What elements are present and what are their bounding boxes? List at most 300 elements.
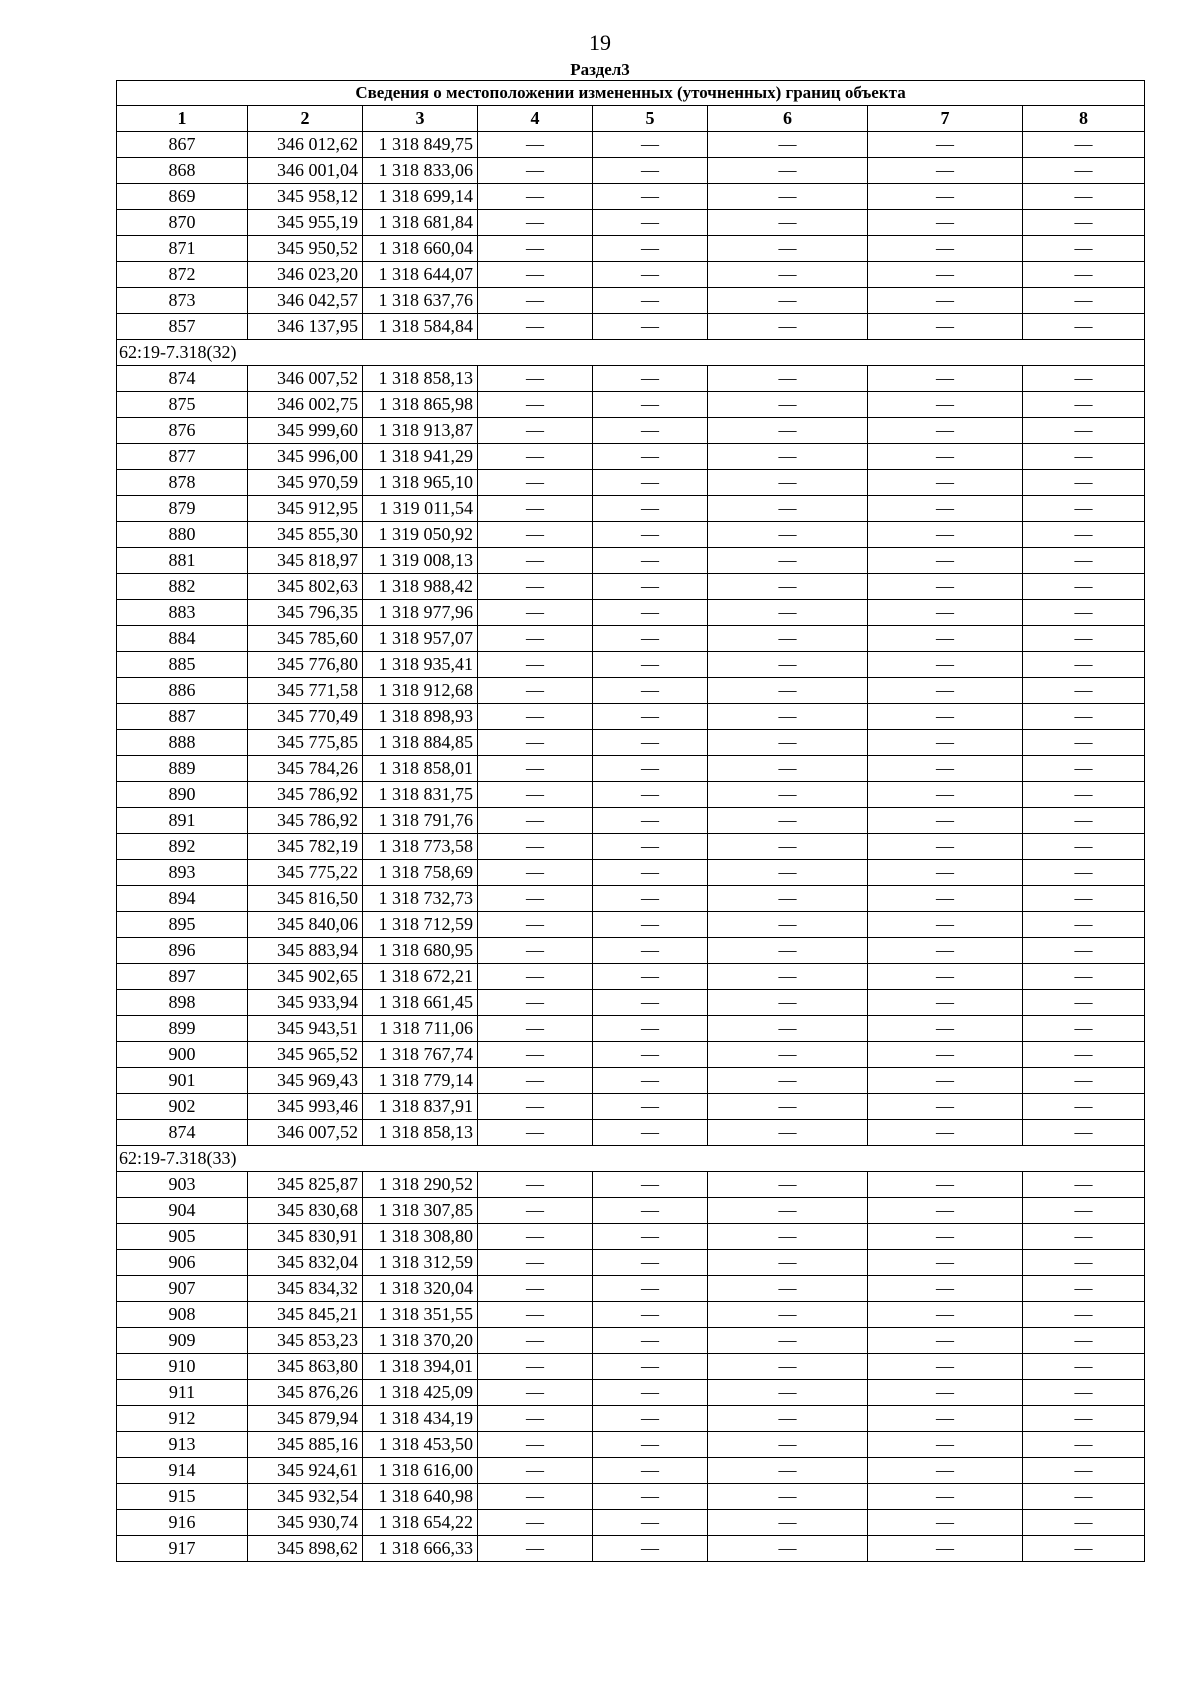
- point-number-cell: 876: [117, 418, 248, 444]
- point-number-cell: 900: [117, 1042, 248, 1068]
- empty-value-cell-5: —: [593, 1250, 708, 1276]
- table-row: [117, 314, 1145, 340]
- table-row: [117, 444, 1145, 470]
- empty-value-cell-5: —: [593, 886, 708, 912]
- empty-value-cell-4: —: [478, 600, 593, 626]
- point-number-cell: 877: [117, 444, 248, 470]
- x-coordinate-cell: 345 932,54: [248, 1484, 363, 1510]
- table-row: [117, 158, 1145, 184]
- empty-value-cell-7: —: [868, 1458, 1023, 1484]
- empty-value-cell-6: —: [708, 834, 868, 860]
- empty-value-cell-4: —: [478, 1536, 593, 1562]
- empty-value-cell-5: —: [593, 1328, 708, 1354]
- empty-value-cell-6: —: [708, 1380, 868, 1406]
- column-header-8: 8: [1023, 106, 1145, 132]
- parcel-group-label: 62:19-7.318(32): [117, 340, 1145, 366]
- empty-value-cell-8: —: [1023, 1198, 1145, 1224]
- empty-value-cell-7: —: [868, 938, 1023, 964]
- empty-value-cell-6: —: [708, 912, 868, 938]
- empty-value-cell-7: —: [868, 1172, 1023, 1198]
- y-coordinate-cell: 1 318 308,80: [363, 1224, 478, 1250]
- empty-value-cell-8: —: [1023, 1432, 1145, 1458]
- point-number-cell: 886: [117, 678, 248, 704]
- point-number-cell: 891: [117, 808, 248, 834]
- point-number-cell: 896: [117, 938, 248, 964]
- y-coordinate-cell: 1 318 858,01: [363, 756, 478, 782]
- empty-value-cell-7: —: [868, 236, 1023, 262]
- empty-value-cell-7: —: [868, 912, 1023, 938]
- empty-value-cell-7: —: [868, 704, 1023, 730]
- point-number-cell: 870: [117, 210, 248, 236]
- empty-value-cell-5: —: [593, 1302, 708, 1328]
- x-coordinate-cell: 346 002,75: [248, 392, 363, 418]
- empty-value-cell-7: —: [868, 730, 1023, 756]
- table-row: [117, 1172, 1145, 1198]
- column-header-2: 2: [248, 106, 363, 132]
- table-row: [117, 1432, 1145, 1458]
- empty-value-cell-6: —: [708, 808, 868, 834]
- x-coordinate-cell: 345 863,80: [248, 1354, 363, 1380]
- y-coordinate-cell: 1 318 681,84: [363, 210, 478, 236]
- empty-value-cell-6: —: [708, 522, 868, 548]
- y-coordinate-cell: 1 318 351,55: [363, 1302, 478, 1328]
- table-row: [117, 210, 1145, 236]
- empty-value-cell-8: —: [1023, 626, 1145, 652]
- empty-value-cell-5: —: [593, 730, 708, 756]
- table-row: [117, 1406, 1145, 1432]
- page-number: 19: [589, 30, 611, 55]
- empty-value-cell-8: —: [1023, 860, 1145, 886]
- y-coordinate-cell: 1 318 644,07: [363, 262, 478, 288]
- empty-value-cell-6: —: [708, 366, 868, 392]
- y-coordinate-cell: 1 319 011,54: [363, 496, 478, 522]
- empty-value-cell-7: —: [868, 756, 1023, 782]
- empty-value-cell-5: —: [593, 1484, 708, 1510]
- empty-value-cell-4: —: [478, 1068, 593, 1094]
- point-number-cell: 881: [117, 548, 248, 574]
- y-coordinate-cell: 1 318 837,91: [363, 1094, 478, 1120]
- empty-value-cell-5: —: [593, 444, 708, 470]
- table-row: [117, 132, 1145, 158]
- x-coordinate-cell: 345 993,46: [248, 1094, 363, 1120]
- point-number-cell: 890: [117, 782, 248, 808]
- x-coordinate-cell: 346 023,20: [248, 262, 363, 288]
- table-row: [117, 288, 1145, 314]
- x-coordinate-cell: 345 955,19: [248, 210, 363, 236]
- empty-value-cell-7: —: [868, 1198, 1023, 1224]
- empty-value-cell-7: —: [868, 548, 1023, 574]
- empty-value-cell-6: —: [708, 678, 868, 704]
- empty-value-cell-8: —: [1023, 990, 1145, 1016]
- empty-value-cell-5: —: [593, 1172, 708, 1198]
- y-coordinate-cell: 1 318 935,41: [363, 652, 478, 678]
- empty-value-cell-7: —: [868, 1354, 1023, 1380]
- empty-value-cell-6: —: [708, 1198, 868, 1224]
- empty-value-cell-4: —: [478, 1328, 593, 1354]
- x-coordinate-cell: 345 924,61: [248, 1458, 363, 1484]
- empty-value-cell-4: —: [478, 1120, 593, 1146]
- empty-value-cell-8: —: [1023, 314, 1145, 340]
- empty-value-cell-4: —: [478, 548, 593, 574]
- point-number-cell: 885: [117, 652, 248, 678]
- table-row: [117, 574, 1145, 600]
- empty-value-cell-4: —: [478, 210, 593, 236]
- empty-value-cell-8: —: [1023, 210, 1145, 236]
- empty-value-cell-8: —: [1023, 1068, 1145, 1094]
- empty-value-cell-6: —: [708, 418, 868, 444]
- empty-value-cell-5: —: [593, 288, 708, 314]
- point-number-cell: 869: [117, 184, 248, 210]
- y-coordinate-cell: 1 318 957,07: [363, 626, 478, 652]
- y-coordinate-cell: 1 318 666,33: [363, 1536, 478, 1562]
- empty-value-cell-8: —: [1023, 886, 1145, 912]
- table-row: [117, 1094, 1145, 1120]
- y-coordinate-cell: 1 318 453,50: [363, 1432, 478, 1458]
- table-row: [117, 1016, 1145, 1042]
- empty-value-cell-4: —: [478, 574, 593, 600]
- empty-value-cell-7: —: [868, 1016, 1023, 1042]
- x-coordinate-cell: 345 853,23: [248, 1328, 363, 1354]
- group-row: [117, 340, 1145, 366]
- empty-value-cell-8: —: [1023, 756, 1145, 782]
- empty-value-cell-7: —: [868, 626, 1023, 652]
- empty-value-cell-6: —: [708, 132, 868, 158]
- empty-value-cell-6: —: [708, 1458, 868, 1484]
- x-coordinate-cell: 346 001,04: [248, 158, 363, 184]
- empty-value-cell-5: —: [593, 1458, 708, 1484]
- table-row: [117, 1328, 1145, 1354]
- empty-value-cell-7: —: [868, 964, 1023, 990]
- x-coordinate-cell: 345 786,92: [248, 808, 363, 834]
- empty-value-cell-4: —: [478, 704, 593, 730]
- empty-value-cell-7: —: [868, 522, 1023, 548]
- x-coordinate-cell: 345 796,35: [248, 600, 363, 626]
- empty-value-cell-8: —: [1023, 834, 1145, 860]
- empty-value-cell-6: —: [708, 1328, 868, 1354]
- empty-value-cell-7: —: [868, 782, 1023, 808]
- x-coordinate-cell: 346 007,52: [248, 1120, 363, 1146]
- empty-value-cell-8: —: [1023, 1094, 1145, 1120]
- y-coordinate-cell: 1 318 370,20: [363, 1328, 478, 1354]
- point-number-cell: 911: [117, 1380, 248, 1406]
- empty-value-cell-4: —: [478, 1042, 593, 1068]
- empty-value-cell-4: —: [478, 626, 593, 652]
- empty-value-cell-8: —: [1023, 1406, 1145, 1432]
- empty-value-cell-7: —: [868, 1406, 1023, 1432]
- point-number-cell: 878: [117, 470, 248, 496]
- x-coordinate-cell: 345 825,87: [248, 1172, 363, 1198]
- empty-value-cell-4: —: [478, 1380, 593, 1406]
- y-coordinate-cell: 1 318 307,85: [363, 1198, 478, 1224]
- table-row: [117, 1224, 1145, 1250]
- x-coordinate-cell: 345 969,43: [248, 1068, 363, 1094]
- empty-value-cell-8: —: [1023, 262, 1145, 288]
- empty-value-cell-4: —: [478, 392, 593, 418]
- empty-value-cell-4: —: [478, 990, 593, 1016]
- empty-value-cell-7: —: [868, 860, 1023, 886]
- point-number-cell: 857: [117, 314, 248, 340]
- empty-value-cell-6: —: [708, 262, 868, 288]
- section-title: Раздел3: [570, 60, 630, 79]
- empty-value-cell-7: —: [868, 652, 1023, 678]
- x-coordinate-cell: 346 007,52: [248, 366, 363, 392]
- empty-value-cell-6: —: [708, 1016, 868, 1042]
- empty-value-cell-4: —: [478, 964, 593, 990]
- empty-value-cell-6: —: [708, 158, 868, 184]
- empty-value-cell-6: —: [708, 1276, 868, 1302]
- y-coordinate-cell: 1 318 858,13: [363, 366, 478, 392]
- x-coordinate-cell: 345 970,59: [248, 470, 363, 496]
- point-number-cell: 914: [117, 1458, 248, 1484]
- empty-value-cell-5: —: [593, 366, 708, 392]
- table-row: [117, 1484, 1145, 1510]
- x-coordinate-cell: 345 950,52: [248, 236, 363, 262]
- empty-value-cell-8: —: [1023, 1380, 1145, 1406]
- table-row: [117, 1302, 1145, 1328]
- empty-value-cell-5: —: [593, 1276, 708, 1302]
- empty-value-cell-4: —: [478, 938, 593, 964]
- point-number-cell: 874: [117, 1120, 248, 1146]
- y-coordinate-cell: 1 318 660,04: [363, 236, 478, 262]
- empty-value-cell-8: —: [1023, 288, 1145, 314]
- point-number-cell: 913: [117, 1432, 248, 1458]
- point-number-cell: 903: [117, 1172, 248, 1198]
- empty-value-cell-4: —: [478, 158, 593, 184]
- empty-value-cell-8: —: [1023, 964, 1145, 990]
- empty-value-cell-8: —: [1023, 1536, 1145, 1562]
- empty-value-cell-8: —: [1023, 574, 1145, 600]
- empty-value-cell-8: —: [1023, 1250, 1145, 1276]
- empty-value-cell-7: —: [868, 990, 1023, 1016]
- empty-value-cell-6: —: [708, 236, 868, 262]
- point-number-cell: 893: [117, 860, 248, 886]
- point-number-cell: 868: [117, 158, 248, 184]
- empty-value-cell-4: —: [478, 1224, 593, 1250]
- empty-value-cell-4: —: [478, 1276, 593, 1302]
- table-caption-row: [117, 81, 1145, 106]
- x-coordinate-cell: 345 784,26: [248, 756, 363, 782]
- y-coordinate-cell: 1 318 988,42: [363, 574, 478, 600]
- empty-value-cell-7: —: [868, 132, 1023, 158]
- column-header-7: 7: [868, 106, 1023, 132]
- empty-value-cell-5: —: [593, 236, 708, 262]
- x-coordinate-cell: 345 958,12: [248, 184, 363, 210]
- empty-value-cell-6: —: [708, 1224, 868, 1250]
- table-row: [117, 964, 1145, 990]
- empty-value-cell-6: —: [708, 1302, 868, 1328]
- empty-value-cell-5: —: [593, 392, 708, 418]
- empty-value-cell-7: —: [868, 678, 1023, 704]
- y-coordinate-cell: 1 318 965,10: [363, 470, 478, 496]
- empty-value-cell-8: —: [1023, 366, 1145, 392]
- y-coordinate-cell: 1 318 884,85: [363, 730, 478, 756]
- empty-value-cell-6: —: [708, 1172, 868, 1198]
- empty-value-cell-4: —: [478, 418, 593, 444]
- point-number-cell: 879: [117, 496, 248, 522]
- parcel-group-label: 62:19-7.318(33): [117, 1146, 1145, 1172]
- empty-value-cell-5: —: [593, 782, 708, 808]
- y-coordinate-cell: 1 318 616,00: [363, 1458, 478, 1484]
- empty-value-cell-5: —: [593, 470, 708, 496]
- empty-value-cell-5: —: [593, 184, 708, 210]
- point-number-cell: 874: [117, 366, 248, 392]
- y-coordinate-cell: 1 318 833,06: [363, 158, 478, 184]
- empty-value-cell-8: —: [1023, 730, 1145, 756]
- empty-value-cell-5: —: [593, 548, 708, 574]
- y-coordinate-cell: 1 318 767,74: [363, 1042, 478, 1068]
- y-coordinate-cell: 1 318 425,09: [363, 1380, 478, 1406]
- table-row: [117, 652, 1145, 678]
- empty-value-cell-7: —: [868, 1094, 1023, 1120]
- empty-value-cell-8: —: [1023, 1328, 1145, 1354]
- x-coordinate-cell: 345 898,62: [248, 1536, 363, 1562]
- point-number-cell: 915: [117, 1484, 248, 1510]
- empty-value-cell-5: —: [593, 678, 708, 704]
- empty-value-cell-7: —: [868, 600, 1023, 626]
- x-coordinate-cell: 345 830,91: [248, 1224, 363, 1250]
- table-row: [117, 1536, 1145, 1562]
- empty-value-cell-4: —: [478, 1510, 593, 1536]
- empty-value-cell-5: —: [593, 418, 708, 444]
- point-number-cell: 892: [117, 834, 248, 860]
- empty-value-cell-6: —: [708, 444, 868, 470]
- x-coordinate-cell: 345 840,06: [248, 912, 363, 938]
- table-row: [117, 262, 1145, 288]
- y-coordinate-cell: 1 318 773,58: [363, 834, 478, 860]
- y-coordinate-cell: 1 318 898,93: [363, 704, 478, 730]
- empty-value-cell-5: —: [593, 1354, 708, 1380]
- empty-value-cell-5: —: [593, 1094, 708, 1120]
- empty-value-cell-6: —: [708, 730, 868, 756]
- y-coordinate-cell: 1 318 849,75: [363, 132, 478, 158]
- empty-value-cell-6: —: [708, 314, 868, 340]
- table-row: [117, 730, 1145, 756]
- empty-value-cell-7: —: [868, 470, 1023, 496]
- empty-value-cell-7: —: [868, 1328, 1023, 1354]
- column-header-row: [117, 106, 1145, 132]
- empty-value-cell-8: —: [1023, 808, 1145, 834]
- y-coordinate-cell: 1 318 654,22: [363, 1510, 478, 1536]
- empty-value-cell-8: —: [1023, 496, 1145, 522]
- empty-value-cell-5: —: [593, 1042, 708, 1068]
- table-row: [117, 1458, 1145, 1484]
- empty-value-cell-8: —: [1023, 1510, 1145, 1536]
- empty-value-cell-6: —: [708, 184, 868, 210]
- empty-value-cell-6: —: [708, 1354, 868, 1380]
- empty-value-cell-7: —: [868, 1510, 1023, 1536]
- empty-value-cell-5: —: [593, 1380, 708, 1406]
- x-coordinate-cell: 345 845,21: [248, 1302, 363, 1328]
- column-header-3: 3: [363, 106, 478, 132]
- empty-value-cell-5: —: [593, 756, 708, 782]
- empty-value-cell-4: —: [478, 496, 593, 522]
- empty-value-cell-8: —: [1023, 1302, 1145, 1328]
- empty-value-cell-6: —: [708, 1536, 868, 1562]
- empty-value-cell-8: —: [1023, 1120, 1145, 1146]
- empty-value-cell-6: —: [708, 288, 868, 314]
- empty-value-cell-4: —: [478, 834, 593, 860]
- empty-value-cell-5: —: [593, 704, 708, 730]
- empty-value-cell-5: —: [593, 808, 708, 834]
- point-number-cell: 897: [117, 964, 248, 990]
- table-row: [117, 860, 1145, 886]
- table-row: [117, 1380, 1145, 1406]
- point-number-cell: 916: [117, 1510, 248, 1536]
- y-coordinate-cell: 1 318 712,59: [363, 912, 478, 938]
- x-coordinate-cell: 345 855,30: [248, 522, 363, 548]
- empty-value-cell-4: —: [478, 1016, 593, 1042]
- point-number-cell: 904: [117, 1198, 248, 1224]
- table-row: [117, 366, 1145, 392]
- empty-value-cell-6: —: [708, 1406, 868, 1432]
- empty-value-cell-4: —: [478, 808, 593, 834]
- empty-value-cell-4: —: [478, 444, 593, 470]
- y-coordinate-cell: 1 319 008,13: [363, 548, 478, 574]
- point-number-cell: 880: [117, 522, 248, 548]
- table-row: [117, 756, 1145, 782]
- x-coordinate-cell: 345 965,52: [248, 1042, 363, 1068]
- empty-value-cell-6: —: [708, 860, 868, 886]
- x-coordinate-cell: 345 933,94: [248, 990, 363, 1016]
- empty-value-cell-5: —: [593, 158, 708, 184]
- point-number-cell: 910: [117, 1354, 248, 1380]
- x-coordinate-cell: 345 776,80: [248, 652, 363, 678]
- x-coordinate-cell: 345 785,60: [248, 626, 363, 652]
- group-row: [117, 1146, 1145, 1172]
- empty-value-cell-5: —: [593, 1068, 708, 1094]
- empty-value-cell-5: —: [593, 1016, 708, 1042]
- table-row: [117, 1068, 1145, 1094]
- x-coordinate-cell: 345 883,94: [248, 938, 363, 964]
- empty-value-cell-4: —: [478, 1302, 593, 1328]
- empty-value-cell-6: —: [708, 1068, 868, 1094]
- empty-value-cell-8: —: [1023, 652, 1145, 678]
- empty-value-cell-4: —: [478, 132, 593, 158]
- table-row: [117, 1510, 1145, 1536]
- empty-value-cell-7: —: [868, 262, 1023, 288]
- empty-value-cell-7: —: [868, 314, 1023, 340]
- point-number-cell: 906: [117, 1250, 248, 1276]
- point-number-cell: 895: [117, 912, 248, 938]
- table-row: [117, 1042, 1145, 1068]
- empty-value-cell-5: —: [593, 132, 708, 158]
- table-row: [117, 1120, 1145, 1146]
- empty-value-cell-8: —: [1023, 1484, 1145, 1510]
- empty-value-cell-4: —: [478, 678, 593, 704]
- empty-value-cell-4: —: [478, 1406, 593, 1432]
- empty-value-cell-5: —: [593, 1120, 708, 1146]
- point-number-cell: 899: [117, 1016, 248, 1042]
- table-row: [117, 1354, 1145, 1380]
- x-coordinate-cell: 345 782,19: [248, 834, 363, 860]
- point-number-cell: 912: [117, 1406, 248, 1432]
- empty-value-cell-8: —: [1023, 236, 1145, 262]
- y-coordinate-cell: 1 318 711,06: [363, 1016, 478, 1042]
- point-number-cell: 898: [117, 990, 248, 1016]
- empty-value-cell-8: —: [1023, 782, 1145, 808]
- empty-value-cell-7: —: [868, 1380, 1023, 1406]
- coordinates-table: [116, 80, 1145, 1562]
- empty-value-cell-5: —: [593, 522, 708, 548]
- table-row: [117, 782, 1145, 808]
- empty-value-cell-4: —: [478, 912, 593, 938]
- point-number-cell: 871: [117, 236, 248, 262]
- y-coordinate-cell: 1 318 699,14: [363, 184, 478, 210]
- empty-value-cell-7: —: [868, 288, 1023, 314]
- empty-value-cell-7: —: [868, 1276, 1023, 1302]
- point-number-cell: 872: [117, 262, 248, 288]
- empty-value-cell-7: —: [868, 1120, 1023, 1146]
